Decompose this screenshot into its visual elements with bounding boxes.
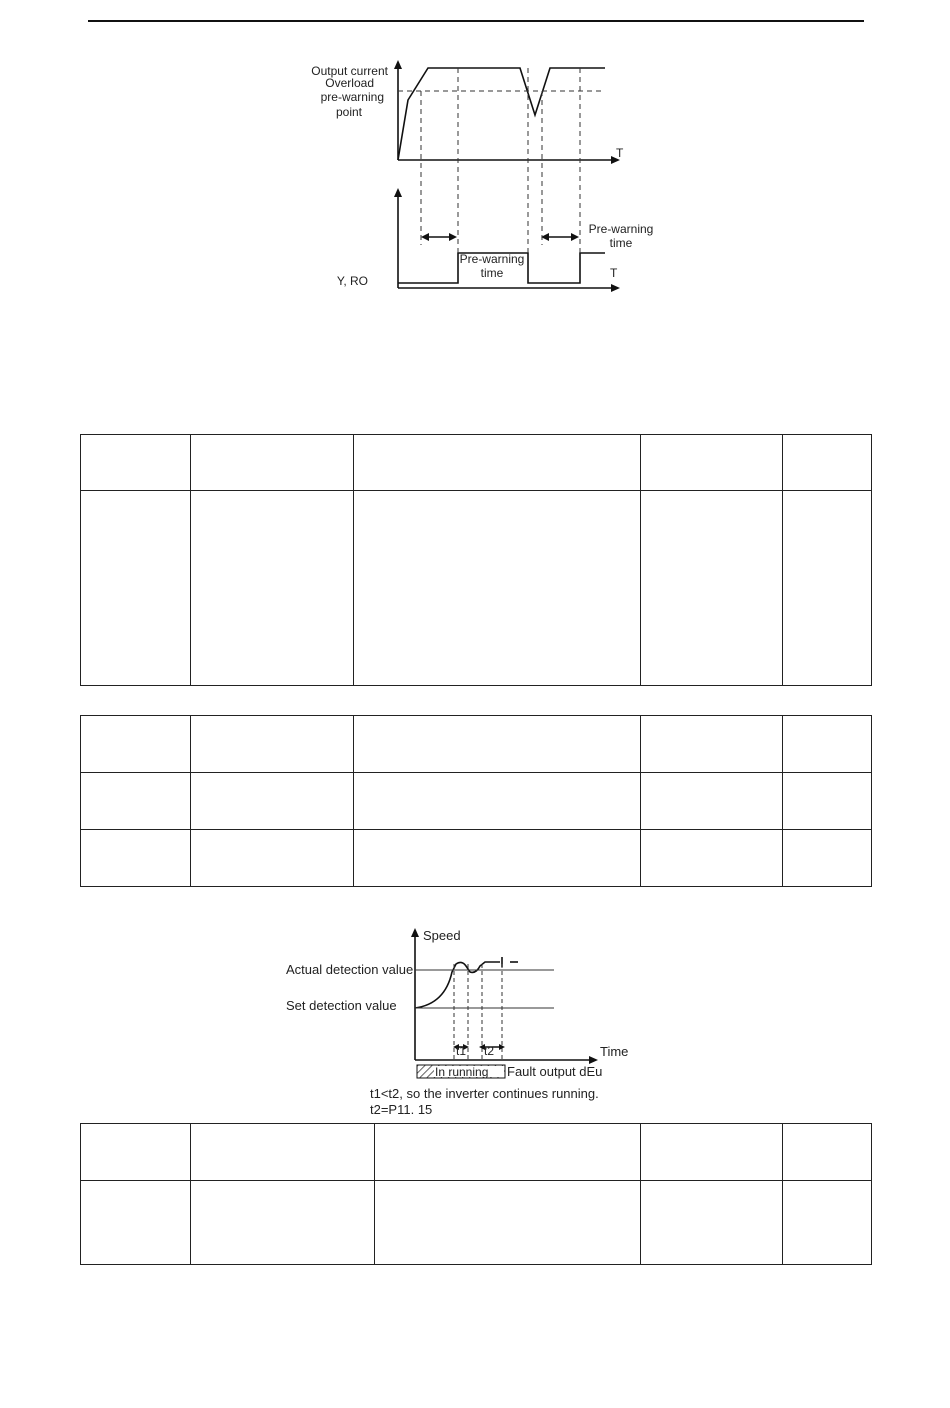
table-cell: [641, 491, 783, 686]
parameter-table-3: [80, 1123, 872, 1265]
table-cell: [375, 1181, 641, 1265]
table-cell: [191, 773, 354, 830]
table-cell: [354, 773, 641, 830]
table-cell: [641, 1181, 783, 1265]
table-header-row: [81, 435, 872, 491]
table-cell: [81, 1181, 191, 1265]
table-header-cell: [81, 716, 191, 773]
table-header-cell: [641, 1124, 783, 1181]
table-cell: [191, 491, 354, 686]
table-cell: [81, 491, 191, 686]
table-header-cell: [191, 1124, 375, 1181]
time-axis-label: Time: [600, 1044, 629, 1059]
table-header-cell: [641, 435, 783, 491]
t2-label: t2: [484, 1044, 495, 1058]
set-detection-label: Set detection value: [286, 998, 397, 1013]
table-header-cell: [191, 435, 354, 491]
table-cell: [191, 830, 354, 887]
table-header-row: [81, 716, 872, 773]
table-cell: [783, 491, 872, 686]
header-rule: [88, 20, 864, 22]
y-axis-label-overload: Overload: [325, 76, 374, 90]
table-row: [81, 1181, 872, 1265]
table-row: [81, 830, 872, 887]
table-header-cell: [354, 716, 641, 773]
table-cell: [81, 830, 191, 887]
fault-output-label: Fault output dEu: [507, 1064, 603, 1079]
table-header-cell: [783, 1124, 872, 1181]
speed-detection-diagram: [280, 920, 700, 1120]
table-cell: [81, 773, 191, 830]
table-header-cell: [81, 435, 191, 491]
table-header-cell: [81, 1124, 191, 1181]
table-header-row: [81, 1124, 872, 1181]
table-header-cell: [783, 716, 872, 773]
t-axis-label-bottom: T: [610, 266, 618, 280]
y-axis-label-output-current: Output current: [311, 64, 388, 78]
prewarning-time-label-2b: time: [609, 236, 633, 250]
table-row: [81, 491, 872, 686]
t1-label: t1: [456, 1044, 467, 1058]
table-cell: [783, 830, 872, 887]
table-cell: [783, 773, 872, 830]
table-header-cell: [191, 716, 354, 773]
y-axis-label-pre-warning: pre-warning: [320, 90, 384, 104]
speed-axis-label: Speed: [423, 928, 461, 943]
table-cell: [354, 830, 641, 887]
actual-detection-label: Actual detection value: [286, 962, 414, 977]
table-cell: [191, 1181, 375, 1265]
table-header-cell: [783, 435, 872, 491]
table-header-cell: [354, 435, 641, 491]
table-cell: [783, 1181, 872, 1265]
table-header-cell: [641, 716, 783, 773]
note-line-2: t2=P11. 15: [370, 1102, 433, 1117]
prewarning-time-label-2: Pre-warning: [588, 222, 654, 236]
table-cell: [641, 773, 783, 830]
prewarning-time-label-1: Pre-warning: [459, 252, 525, 266]
output-signal-label: Y, RO: [336, 274, 368, 288]
table-header-cell: [375, 1124, 641, 1181]
note-line-1: t1<t2, so the inverter continues running.: [370, 1086, 599, 1101]
prewarning-time-label-1b: time: [480, 266, 504, 280]
overload-prewarning-diagram: [280, 55, 680, 300]
table-cell: [641, 830, 783, 887]
table-row: [81, 773, 872, 830]
parameter-table-1: [80, 434, 872, 686]
parameter-table-2: [80, 715, 872, 887]
y-axis-label-point: point: [335, 105, 362, 119]
running-label: In running: [435, 1065, 489, 1079]
table-cell: [354, 491, 641, 686]
t-axis-label-top: T: [616, 146, 624, 160]
